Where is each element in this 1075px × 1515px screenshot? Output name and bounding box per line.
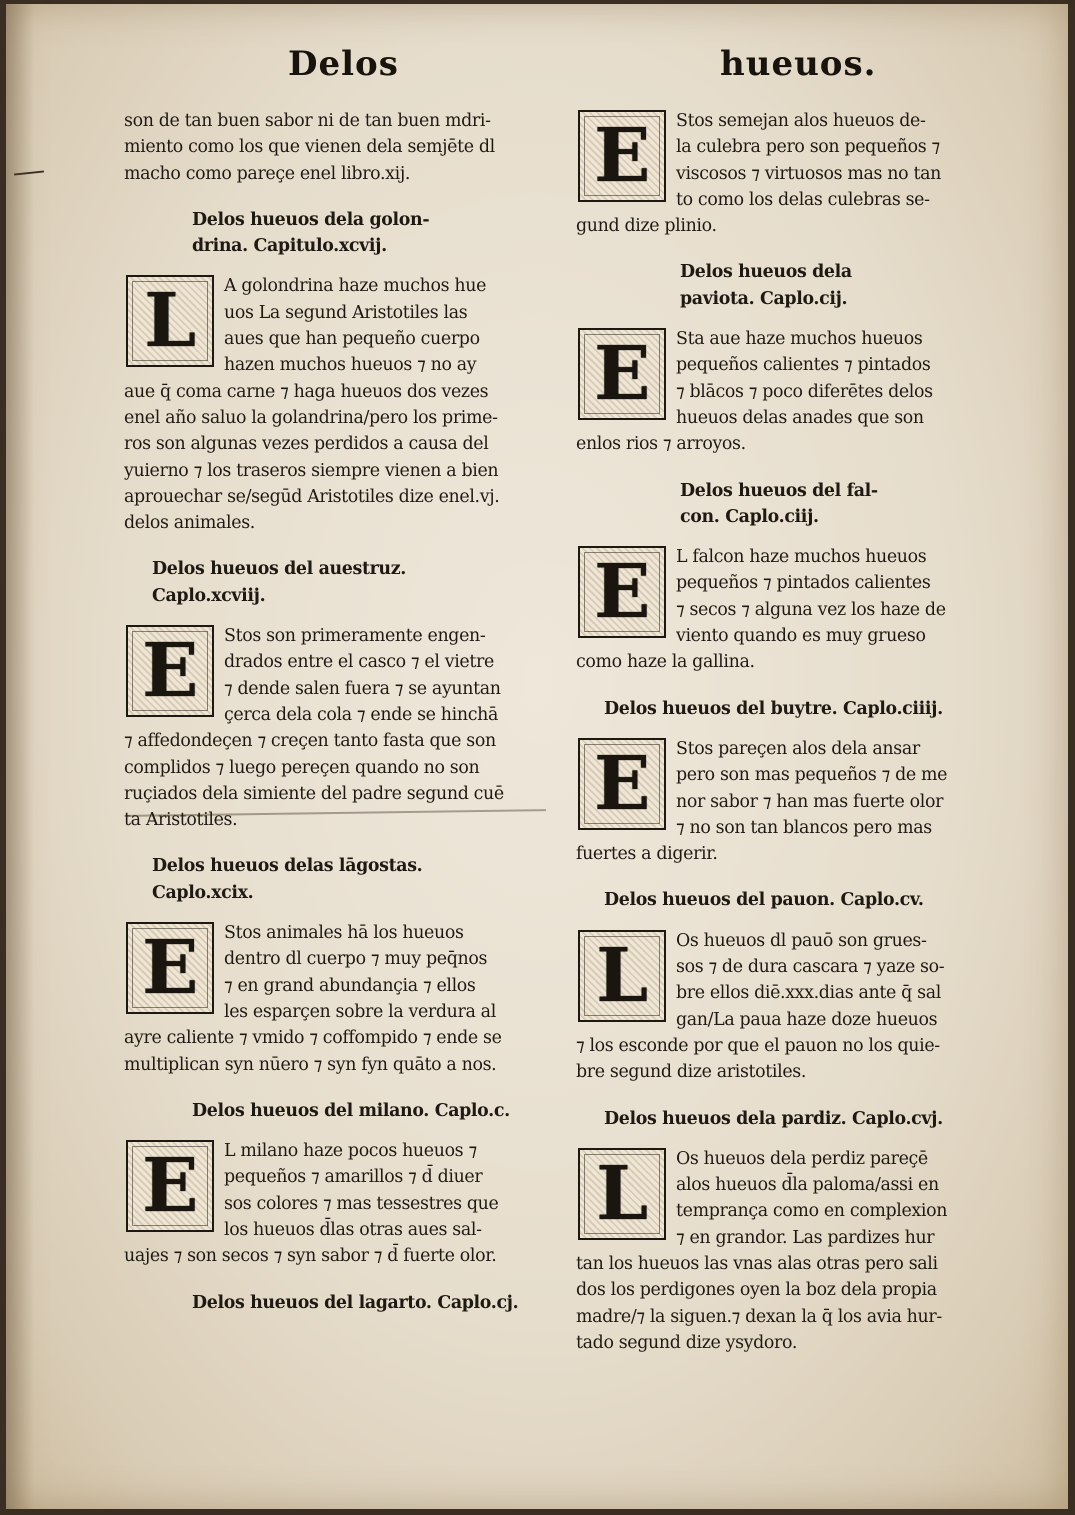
text-line: tado segund dize ysydoro. xyxy=(576,1332,798,1353)
chapter-heading xyxy=(576,1106,968,1132)
text-line: bre segund dize aristotiles. xyxy=(576,1062,807,1083)
woodcut-initial xyxy=(126,922,214,1014)
chapter-heading xyxy=(124,207,524,260)
initial-letter: E xyxy=(593,113,651,199)
text-line: los hueuos d̄las otras aues sal- xyxy=(224,1219,482,1240)
text-line: sos ⁊ de dura cascara ⁊ yaze so- xyxy=(676,957,945,978)
initial-letter: E xyxy=(141,1143,199,1230)
text-line: viscosos ⁊ virtuosos mas no tan xyxy=(676,163,941,184)
text-line: dos los perdigones oyen la boz dela propia xyxy=(576,1280,937,1301)
chapter-heading xyxy=(124,853,524,906)
section-gap xyxy=(576,867,968,887)
text-line: viento quando es muy grueso xyxy=(676,626,926,647)
chapter-heading xyxy=(576,259,968,312)
paragraph xyxy=(576,326,968,457)
paragraph xyxy=(124,623,524,833)
text-line: Stos semejan alos hueuos de- xyxy=(676,111,926,131)
chapter-heading xyxy=(124,556,524,609)
paragraph xyxy=(124,920,524,1078)
left-column xyxy=(124,108,524,1330)
text-line: uos La segund Aristotiles las xyxy=(224,302,468,323)
text-line: Os hueuos dl pauō son grues- xyxy=(676,930,927,951)
heading-line: paviota. Caplo.cij. xyxy=(680,288,848,309)
text-line: aues que han pequeño cuerpo xyxy=(224,329,480,350)
heading-line: Delos hueuos delas lāgostas. Caplo.xcix. xyxy=(152,856,423,903)
section-gap xyxy=(576,1086,968,1106)
text-line: hazen muchos hueuos ⁊ no ay xyxy=(224,355,477,376)
woodcut-initial xyxy=(578,930,666,1022)
section-gap xyxy=(124,259,524,273)
woodcut-initial xyxy=(126,275,214,367)
woodcut-initial xyxy=(126,1140,214,1232)
woodcut-initial xyxy=(578,328,666,420)
text-block xyxy=(124,108,524,187)
book-page xyxy=(6,4,1068,1509)
text-line: ⁊ en grandor. Las pardizes hur xyxy=(676,1227,935,1248)
text-line: aue q̄ coma carne ⁊ haga hueuos dos vezes xyxy=(124,381,489,402)
heading-line: Delos hueuos del fal- xyxy=(680,480,878,501)
text-line: ⁊ blācos ⁊ poco diferētes delos xyxy=(676,381,933,402)
text-line: son de tan buen sabor ni de tan buen mdri- xyxy=(124,111,491,131)
initial-letter: L xyxy=(596,932,648,1019)
text-line: la culebra pero son pequeños ⁊ xyxy=(676,137,940,158)
text-line: dentro dl cuerpo ⁊ muy peq̄nos xyxy=(224,949,488,970)
text-line: drados entre el casco ⁊ el vietre xyxy=(224,652,494,673)
text-line: pequeños calientes ⁊ pintados xyxy=(676,355,931,376)
text-line: to como los delas culebras se- xyxy=(676,189,930,210)
text-line: aprouechar se/segūd Aristotiles dize enel.vj. xyxy=(124,486,500,507)
text-line: sos colores ⁊ mas tessestres que xyxy=(224,1193,499,1214)
heading-line: Delos hueuos dela pardiz. Caplo.cvj. xyxy=(604,1108,943,1129)
section-gap xyxy=(124,1316,524,1330)
text-line: ⁊ en grand abundançia ⁊ ellos xyxy=(224,975,476,996)
text-line: L falcon haze muchos hueuos xyxy=(676,547,927,568)
text-line: pequeños ⁊ amarillos ⁊ d̄ diuer xyxy=(224,1167,483,1188)
text-line: Stos pareçen alos dela ansar xyxy=(676,738,920,759)
section-gap xyxy=(576,722,968,736)
chapter-heading xyxy=(124,1290,524,1316)
text-line: hueuos delas anades que son xyxy=(676,407,924,428)
text-line: miento como los que vienen dela semjēte dl xyxy=(124,137,495,158)
section-gap xyxy=(576,914,968,928)
text-line: Stos son primeramente engen- xyxy=(224,626,486,647)
section-gap xyxy=(576,458,968,478)
paragraph xyxy=(576,108,968,239)
heading-line: Delos hueuos del milano. Caplo.c. xyxy=(192,1100,510,1121)
woodcut-initial xyxy=(126,625,214,717)
woodcut-initial xyxy=(578,110,666,202)
heading-line: drina. Capitulo.xcvij. xyxy=(192,236,387,257)
heading-line: Delos hueuos del pauon. Caplo.cv. xyxy=(604,890,924,911)
heading-line: Delos hueuos del auestruz. Caplo.xcviij. xyxy=(152,559,406,606)
section-gap xyxy=(124,1270,524,1290)
running-head-right: hueuos. xyxy=(720,44,877,84)
text-line: macho como pareçe enel libro.xij. xyxy=(124,163,411,184)
text-line: pero son mas pequeños ⁊ de me xyxy=(676,765,948,786)
chapter-heading xyxy=(576,696,968,722)
initial-letter: E xyxy=(141,628,199,715)
chapter-heading xyxy=(576,478,968,531)
woodcut-initial xyxy=(578,1148,666,1240)
text-line: pequeños ⁊ pintados calientes xyxy=(676,573,931,594)
text-line: uajes ⁊ son secos ⁊ syn sabor ⁊ d̄ fuerte olor. xyxy=(124,1246,497,1267)
initial-letter: E xyxy=(141,925,199,1012)
text-line: ⁊ secos ⁊ alguna vez los haze de xyxy=(676,599,946,620)
section-gap xyxy=(124,609,524,623)
initial-letter: E xyxy=(593,331,651,418)
text-line: como haze la gallina. xyxy=(576,652,755,673)
section-gap xyxy=(124,187,524,207)
chapter-heading xyxy=(576,887,968,913)
section-gap xyxy=(576,1132,968,1146)
section-gap xyxy=(576,312,968,326)
section-gap xyxy=(124,906,524,920)
text-line: A golondrina haze muchos hue xyxy=(224,276,487,297)
section-gap xyxy=(124,833,524,853)
text-line: alos hueuos d̄la paloma/assi en xyxy=(676,1175,939,1196)
text-line: ⁊ affedondeçen ⁊ creçen tanto fasta que son xyxy=(124,731,496,752)
gutter-shadow xyxy=(6,4,34,1509)
text-line: Sta aue haze muchos hueuos xyxy=(676,329,923,350)
text-line: Os hueuos dela perdiz pareçē xyxy=(676,1148,928,1169)
text-line: ⁊ no son tan blancos pero mas xyxy=(676,817,932,838)
chapter-heading xyxy=(124,1098,524,1124)
paragraph xyxy=(124,1138,524,1269)
text-line: Stos animales hā los hueuos xyxy=(224,923,464,944)
section-gap xyxy=(576,530,968,544)
text-line: yuierno ⁊ los traseros siempre vienen a bien xyxy=(124,460,499,481)
section-gap xyxy=(124,1078,524,1098)
section-gap xyxy=(576,239,968,259)
text-line: enel año saluo la golandrina/pero los prime- xyxy=(124,407,498,428)
heading-line: Delos hueuos dela xyxy=(680,262,852,283)
text-line: tan los hueuos las vnas alas otras pero sali xyxy=(576,1253,938,1274)
text-line: madre/⁊ la siguen.⁊ dexan la q̄ los avia hur- xyxy=(576,1306,942,1327)
text-line: multiplican syn nūero ⁊ syn fyn quāto a nos. xyxy=(124,1054,497,1075)
text-line: temprança como en complexion xyxy=(676,1201,948,1222)
initial-letter: E xyxy=(593,740,651,827)
initial-letter: L xyxy=(144,278,196,365)
text-line: delos animales. xyxy=(124,513,255,534)
text-line: bre ellos diē.xxx.dias ante q̄ sal xyxy=(676,983,941,1004)
right-column xyxy=(576,108,968,1356)
text-line: ruçiados dela simiente del padre segund cuē xyxy=(124,783,504,804)
initial-letter: E xyxy=(593,549,651,636)
text-line: les esparçen sobre la verdura al xyxy=(224,1001,496,1022)
heading-line: Delos hueuos dela golon- xyxy=(192,209,430,230)
section-gap xyxy=(576,676,968,696)
paragraph xyxy=(576,544,968,675)
running-head-left: Delos xyxy=(288,44,399,84)
heading-line: Delos hueuos del buytre. Caplo.ciiij. xyxy=(604,698,943,719)
section-gap xyxy=(124,1124,524,1138)
text-line: nor sabor ⁊ han mas fuerte olor xyxy=(676,791,944,812)
text-line: ⁊ los esconde por que el pauon no los quie- xyxy=(576,1035,940,1056)
text-line: ros son algunas vezes perdidos a causa del xyxy=(124,434,489,455)
woodcut-initial xyxy=(578,546,666,638)
text-line: çerca dela cola ⁊ ende se hinchā xyxy=(224,704,498,725)
text-line: gan/La paua haze doze hueuos xyxy=(676,1009,938,1030)
woodcut-initial xyxy=(578,738,666,830)
text-line: enlos rios ⁊ arroyos. xyxy=(576,434,746,455)
section-gap xyxy=(124,536,524,556)
text-line: ta Aristotiles. xyxy=(124,810,238,831)
paragraph xyxy=(576,1146,968,1356)
paragraph xyxy=(576,928,968,1086)
text-line: ⁊ dende salen fuera ⁊ se ayuntan xyxy=(224,678,501,699)
heading-line: Delos hueuos del lagarto. Caplo.cj. xyxy=(192,1292,519,1313)
text-line: L milano haze pocos hueuos ⁊ xyxy=(224,1141,477,1162)
text-line: fuertes a digerir. xyxy=(576,844,718,865)
heading-line: con. Caplo.ciij. xyxy=(680,506,819,527)
text-line: complidos ⁊ luego pereçen quando no son xyxy=(124,757,480,778)
text-line: ayre caliente ⁊ vmido ⁊ coffompido ⁊ ende se xyxy=(124,1028,502,1049)
initial-letter: L xyxy=(596,1150,648,1237)
text-line: gund dize plinio. xyxy=(576,216,717,237)
paragraph xyxy=(576,736,968,867)
paragraph xyxy=(124,273,524,536)
